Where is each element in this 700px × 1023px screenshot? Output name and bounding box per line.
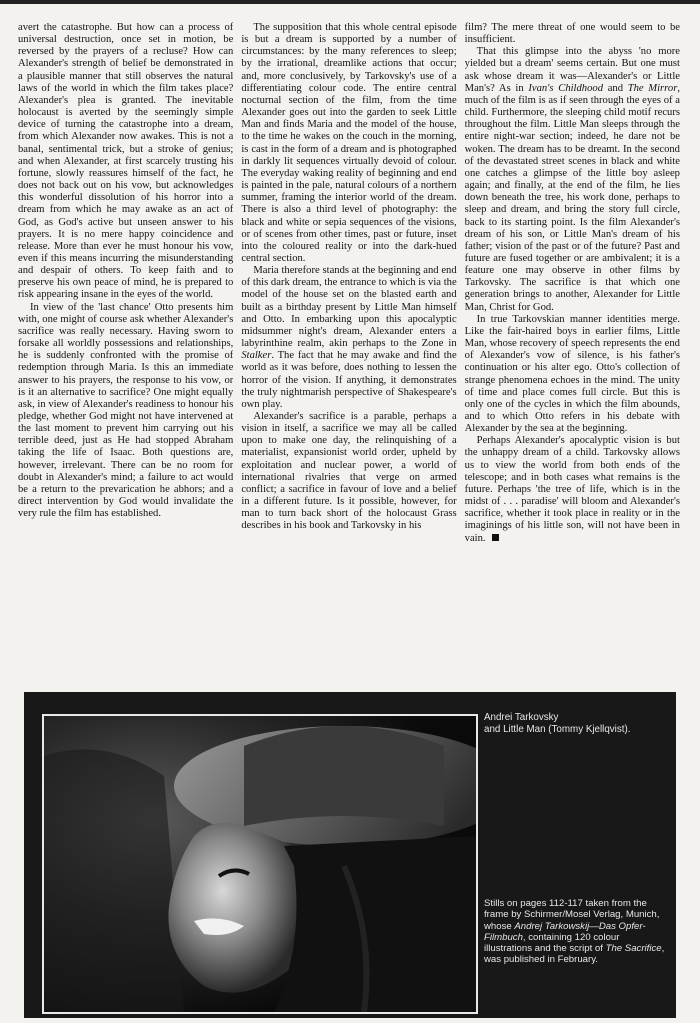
text-run: and [603, 82, 628, 94]
column-1 [18, 22, 233, 690]
film-title: The Sacrifice [605, 943, 662, 955]
end-mark-icon [492, 534, 499, 541]
photo-caption [484, 712, 666, 735]
book-title: Andrej Tarkowskij—Das Opfer-Filmbuch [484, 920, 646, 943]
top-rule [0, 0, 700, 4]
paragraph: avert the catastrophe. But how can a process of universal destruction, once set in motion, be reversed by the prayers of a recluse? How can Alexander's strength of belief be demonstrated in a plausible manner that still observes the natural laws of the world in which the film takes place? Alexander's plea is granted. The inevitable holocaust is averted by the seemingly simple device of turning the catastrophe into a dream, from which Alexander now awakes. This is not a banal, sentimental trick, but a stroke of genius; and when Alexander, at first scarcely trusting his fortune, slowly reassures himself of the fact, he does not back out on his vow, but acknowledges this wonderful dissolution of his horror into a dream from which he may awake as an act of God, as God's active but unseen answer to his prayers. It is no mere happy coincidence and release. More than ever he must honour his vow, even if this means incurring the misunderstanding and despair of others. To keep faith and to preserve his own peace of mind, he is prepared to risk appearing insane in the eyes of the world. [18, 22, 234, 301]
paragraph [465, 435, 680, 544]
paragraph: film? The mere threat of one would seem to be insufficient. [464, 22, 680, 46]
photo-panel [24, 692, 676, 1018]
text-run: That this glimpse into the abyss 'no more yielded but a dream' seems certain. But one must ask whose dream it was—Alexander's or Little Man's? As in [464, 46, 680, 94]
credit-text: , containing 120 colour illustrations and the script of [484, 931, 620, 955]
film-title: The Mirror [627, 82, 678, 94]
paragraph: The supposition that this whole central episode is but a dream is supported by a number of circumstances: by the many references to sleep; by the irrational, dreamlike actions that occur; and, more conclusively, by Tarkovsky's use of a differentiating colour code. The entire central nocturnal section of the film, from the time Alexander goes out into the garden to seek Little Man and finds Maria and the model of the house, to the time he wakes on the couch in the morning, is cast in the form of a dream and is photographed in darkly lit sequences virtually devoid of colour. The everyday waking reality of beginning and end is painted in the pale, natural colours of a northern summer, framing the interior world of the dream. There is also a third level of photography: the black and white or sepia sequences of the visions, or of scenes from other times, past or future, inset into the coloured reality or into the dark-hued central section. [241, 22, 457, 264]
paragraph: In true Tarkovskian manner identities merge. Like the fair-haired boys in earlier films, Little Man, whose recovery of speech represents the end of Alexander's vow of silence, is his father's continuation or his alter ego. Otto's collection of strange phenomena echoes in the mind. The unity of time and place comes full circle. But this is only one of the cycles in which the film abounds, and to which Otto refers in his debate with Alexander by the sea at the beginning. [464, 313, 680, 435]
paragraph [241, 265, 456, 411]
photo-credit [484, 898, 670, 966]
caption-line: Andrei Tarkovsky [484, 712, 559, 723]
credit-text: , was published in February. [484, 943, 665, 966]
text-run: . The fact that he may awake and find the world as it was before, does nothing to lessen the horror of the vision. If anything, it demonstrates the truly nightmarish perspective of Shakespeare's own play. [241, 350, 457, 410]
column-3 [465, 22, 680, 690]
film-still-image [44, 716, 476, 1012]
caption-line: and Little Man (Tommy Kjellqvist). [484, 723, 631, 735]
article-body [18, 22, 680, 690]
paragraph: Alexander's sacrifice is a parable, perhaps a vision in itself, a sacrifice we may all be called upon to make one day, the relinquishing of a materialist, expansionist world order, upheld by exploitation and nuclear power, a world of international rivalries that verge on armed conflict; a sacrifice in favour of love and a belief in a different future. Is it possible, however, for man to turn back short of the holocaust Grass describes in his book and Tarkovsky in his [241, 411, 457, 532]
text-run: , much of the film is as if seen through the eyes of a child. Furthermore, the sleeping child motif recurs throughout the film. Little Man sleeps through the entire night-war section; indeed, he dare not be woken. The dream has to be dreamt. In the second of the devastated street scenes in black and white one catches a glimpse of the little boy asleep again; and finally, at the end of the film, he lies down beneath the tree, his work done, perhaps to sleep and dream, and bring the story full circle, back to its starting point. Is the film Alexander's dream of his son, or Little Man's dream of his father; vision of the past or of the future? Past and future are fused together or are ambivalent; it is a feature one may observe in other films by Tarkovsky. The sacrifice is that which one generation brings to another, Alexander for Little Man, Christ for God. [464, 82, 680, 313]
film-title: Ivan's Childhood [528, 82, 603, 94]
paragraph [465, 46, 680, 313]
column-2 [241, 22, 456, 690]
paragraph: In view of the 'last chance' Otto presents him with, one might of course ask whether Alexander's sacrifice was really necessary. Having sworn to forsake all worldly possessions and relationships, he is suddenly confronted with the promise of redemption through Maria. Is this an immediate answer to his prayers, the response to his vow, or is it an alternative to sacrifice? One might equally ask, in view of Alexander's readiness to honour his pledge, whether God might not have intervened at the last moment to prevent him carrying out his terrible deed, just as He had stopped Abraham taking the life of Isaac. Both questions are, however, irrelevant. There can be no room for doubt in Alexander's mind; a failure to act would be a return to the prevarication he abhors; and a direct intervention by God would invalidate the very rule the film has established. [18, 301, 234, 520]
credit-text: Stills on pages 112-117 taken from the frame by Schirmer/Mosel Verlag, Munich, whose [484, 898, 660, 932]
film-still [42, 714, 478, 1014]
text-run: Maria therefore stands at the beginning and end of this dark dream, the entrance to which is via the model of the house set on the blasted earth and built as a birthday present by Little Man himself and Otto. In embarking upon this apocalyptic midsummer night's dream, Alexander enters a labyrinthine realm, akin perhaps to the Zone in [241, 265, 457, 350]
text-run: Perhaps Alexander's apocalyptic vision is but the unhappy dream of a child. Tarkovsky allows us to view the world from both ends of the telescope; and in both cases what remains is the future. Perhaps 'the tree of life, which is in the midst of . . . paradise' will bloom and Alexander's sacrifice, whether it took place in reality or in the imaginings of his little son, will not have been in vain. [464, 435, 680, 544]
film-title: Stalker [241, 350, 272, 362]
